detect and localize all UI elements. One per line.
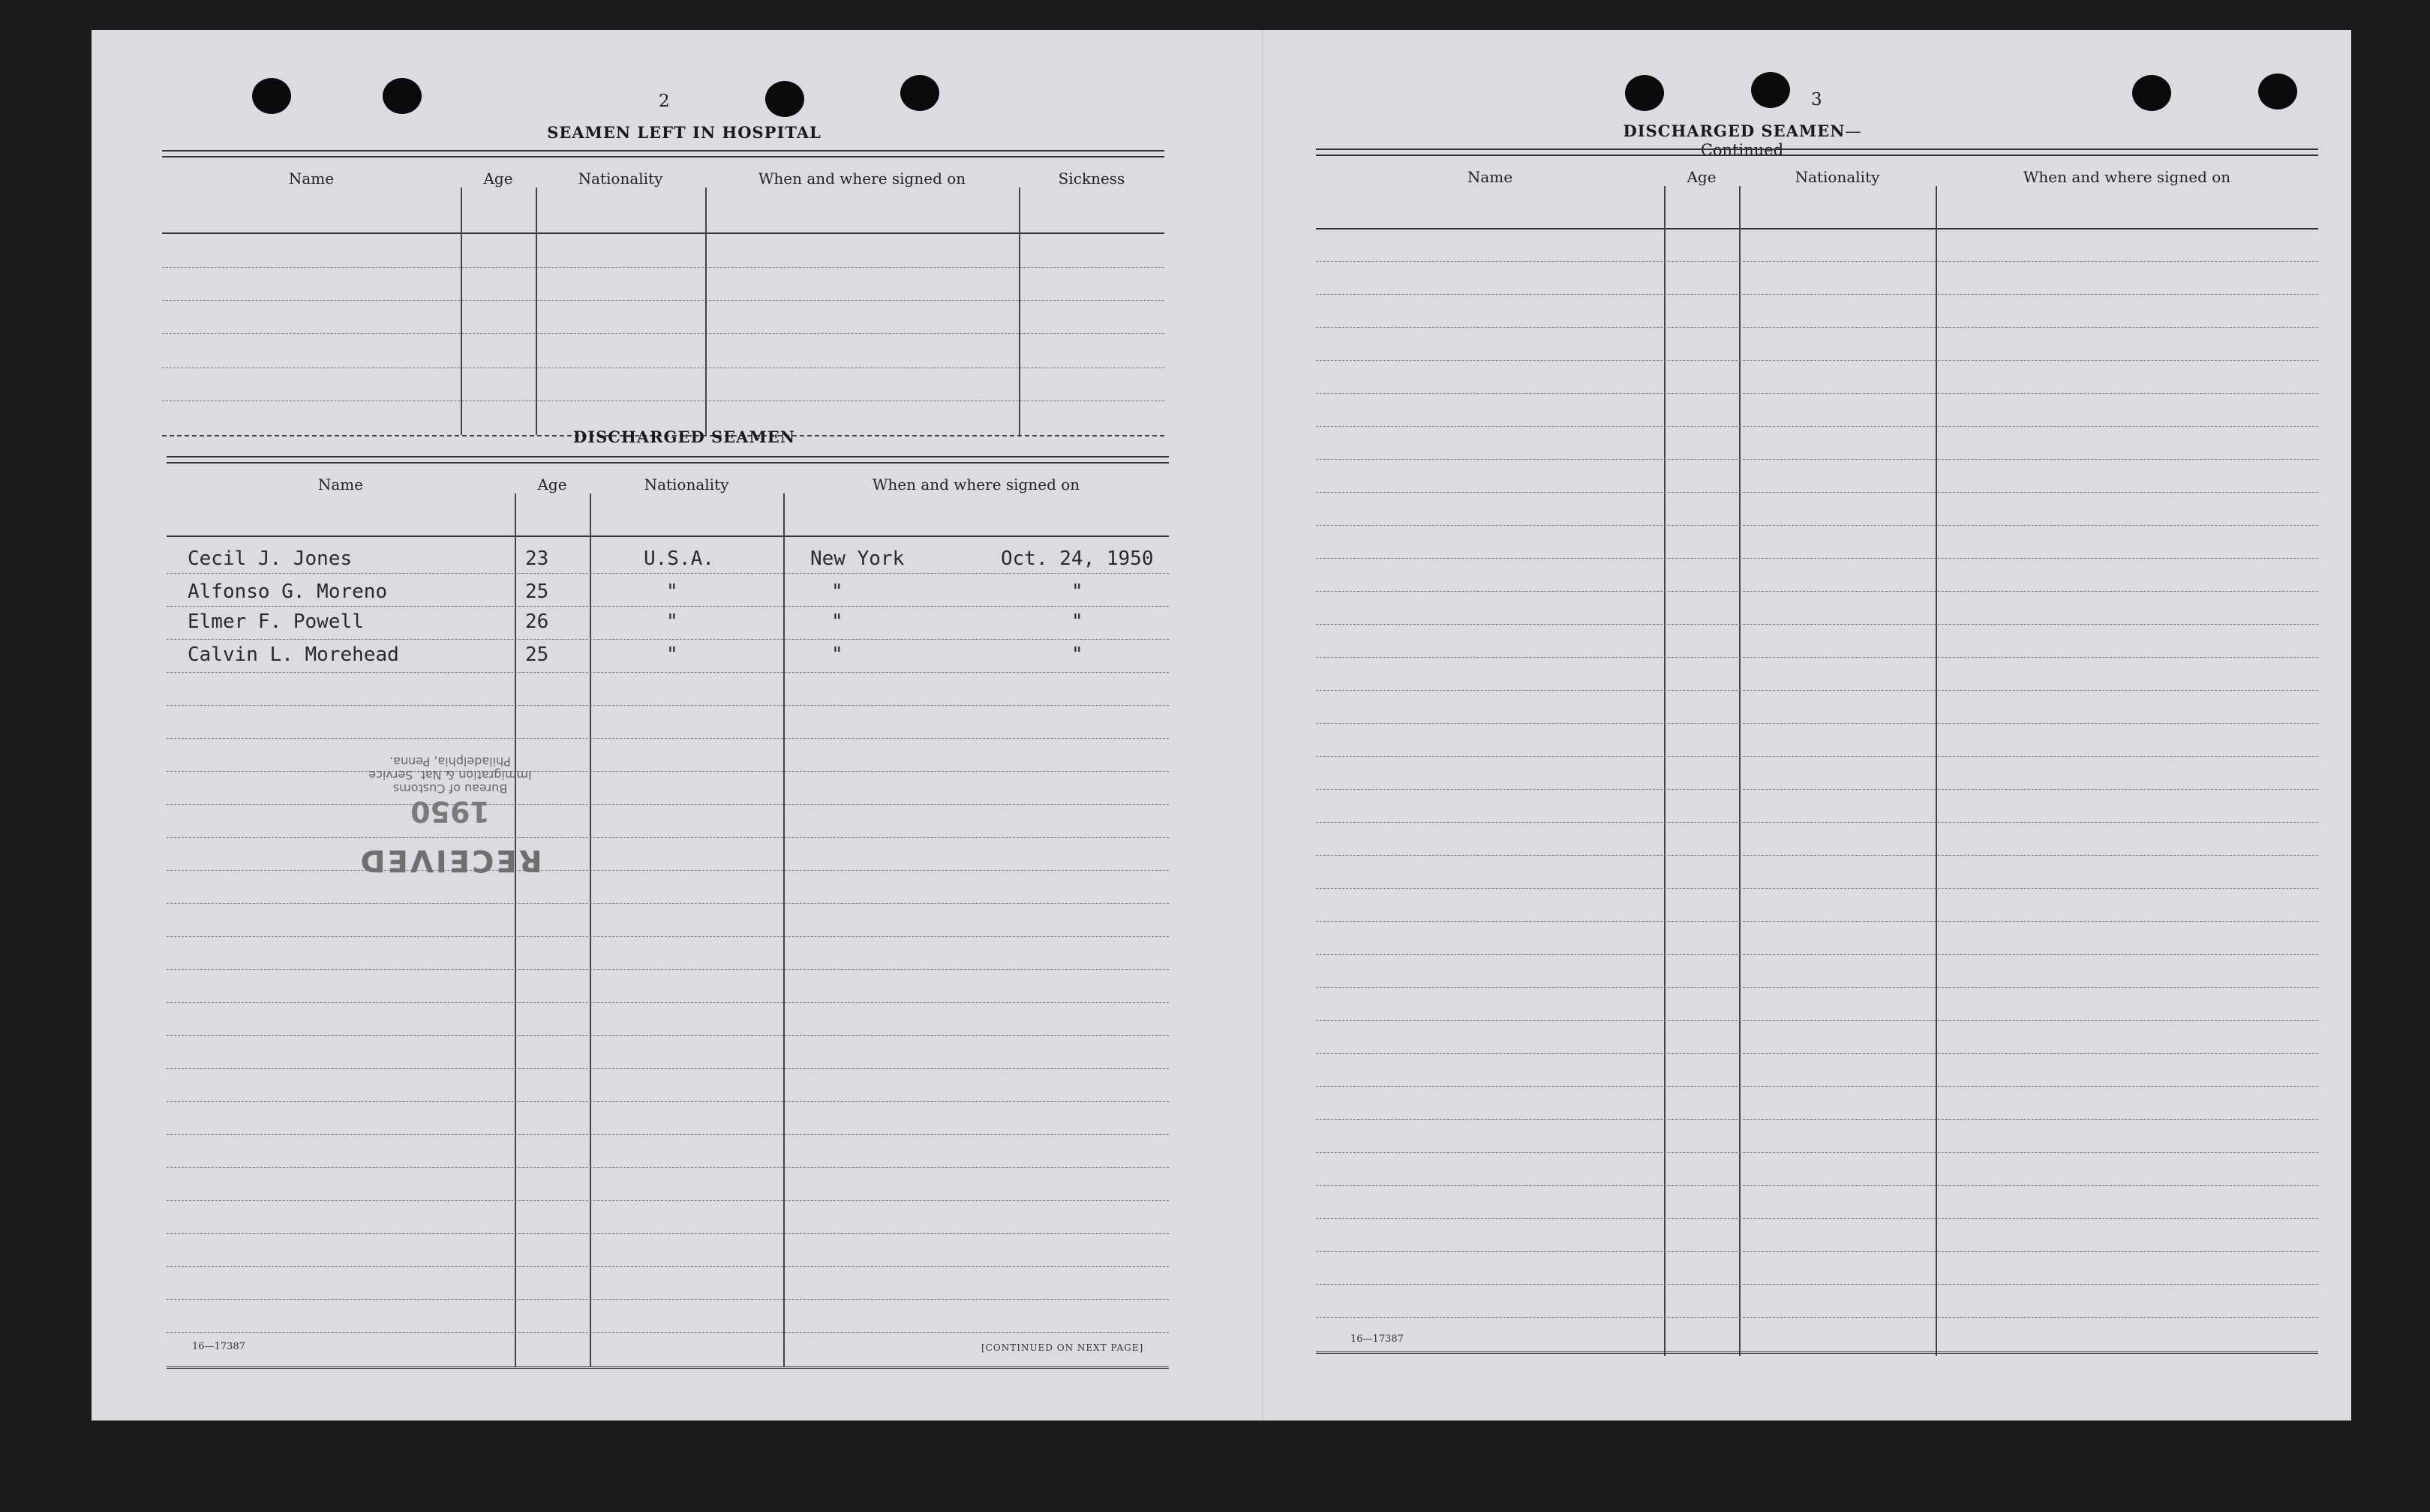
column-header-name: Name <box>317 476 364 494</box>
hospital-table <box>162 150 1164 440</box>
seaman-name: Elmer F. Powell <box>188 610 364 633</box>
stamp-line-text: Philadelphia, Penna. <box>389 754 511 769</box>
stamp-line-text: Immigration & Nat. Service <box>368 768 532 782</box>
column-header-name: Name <box>1467 168 1513 186</box>
signed-on-date: Oct. 24, 1950 <box>1001 548 1154 570</box>
document-sheet <box>92 30 2351 1420</box>
column-header-signed-on: When and where signed on <box>758 170 966 188</box>
punch-hole <box>252 78 291 114</box>
punch-hole <box>765 81 804 117</box>
discharged-table <box>167 456 1169 1371</box>
punch-hole <box>2258 74 2297 110</box>
page-fold <box>1262 30 1265 1420</box>
page-number: 3 <box>1811 90 1822 110</box>
title-suffix: —Continued <box>1700 122 1861 159</box>
table-row <box>167 644 1169 669</box>
received-stamp <box>345 728 555 878</box>
column-header-signed-on: When and where signed on <box>2023 168 2231 186</box>
punch-hole <box>1751 72 1790 108</box>
table-row <box>167 548 1169 573</box>
column-header-age: Age <box>483 170 513 188</box>
page-number: 2 <box>659 92 670 111</box>
seaman-age: 26 <box>525 610 549 633</box>
seaman-nationality: " <box>666 610 678 633</box>
seaman-nationality: " <box>666 580 678 603</box>
column-header-nationality: Nationality <box>644 476 729 494</box>
column-header-age: Age <box>537 476 567 494</box>
column-header-nationality: Nationality <box>1795 168 1880 186</box>
seaman-name: Alfonso G. Moreno <box>188 580 388 603</box>
punch-hole <box>2132 75 2171 111</box>
continued-note: [CONTINUED ON NEXT PAGE] <box>981 1342 1144 1353</box>
seaman-age: 25 <box>525 644 549 666</box>
discharged-continued-table <box>1316 148 2318 1356</box>
signed-on-place: " <box>831 644 843 666</box>
punch-hole <box>383 78 422 114</box>
column-header-nationality: Nationality <box>578 170 663 188</box>
seaman-nationality: " <box>666 644 678 666</box>
discharged-section-title: DISCHARGED SEAMEN <box>573 428 795 446</box>
hospital-section-title: SEAMEN LEFT IN HOSPITAL <box>547 123 822 142</box>
seaman-name: Calvin L. Morehead <box>188 644 399 666</box>
punch-hole <box>900 75 939 111</box>
signed-on-date: " <box>1071 580 1083 603</box>
signed-on-place: " <box>831 580 843 603</box>
signed-on-place: " <box>831 610 843 633</box>
punch-hole <box>1625 75 1664 111</box>
form-number: 16—17387 <box>1350 1334 1404 1345</box>
stamp-year-text: 1950 <box>410 795 490 828</box>
stamp-line-text: Bureau of Customs <box>392 782 508 796</box>
column-header-name: Name <box>288 170 335 188</box>
signed-on-date: " <box>1071 644 1083 666</box>
title-text: DISCHARGED SEAMEN <box>1623 122 1846 140</box>
column-header-signed-on: When and where signed on <box>872 476 1080 494</box>
table-row <box>167 580 1169 606</box>
seaman-name: Cecil J. Jones <box>188 548 353 570</box>
seaman-age: 25 <box>525 580 549 603</box>
seaman-age: 23 <box>525 548 549 570</box>
signed-on-place: New York <box>810 548 905 570</box>
table-row <box>167 610 1169 636</box>
form-number: 16—17387 <box>192 1341 245 1352</box>
column-header-age: Age <box>1687 168 1717 186</box>
signed-on-date: " <box>1071 610 1083 633</box>
seaman-nationality: U.S.A. <box>644 548 714 570</box>
stamp-received-text: RECEIVED <box>358 843 542 878</box>
column-header-sickness: Sickness <box>1058 170 1125 188</box>
